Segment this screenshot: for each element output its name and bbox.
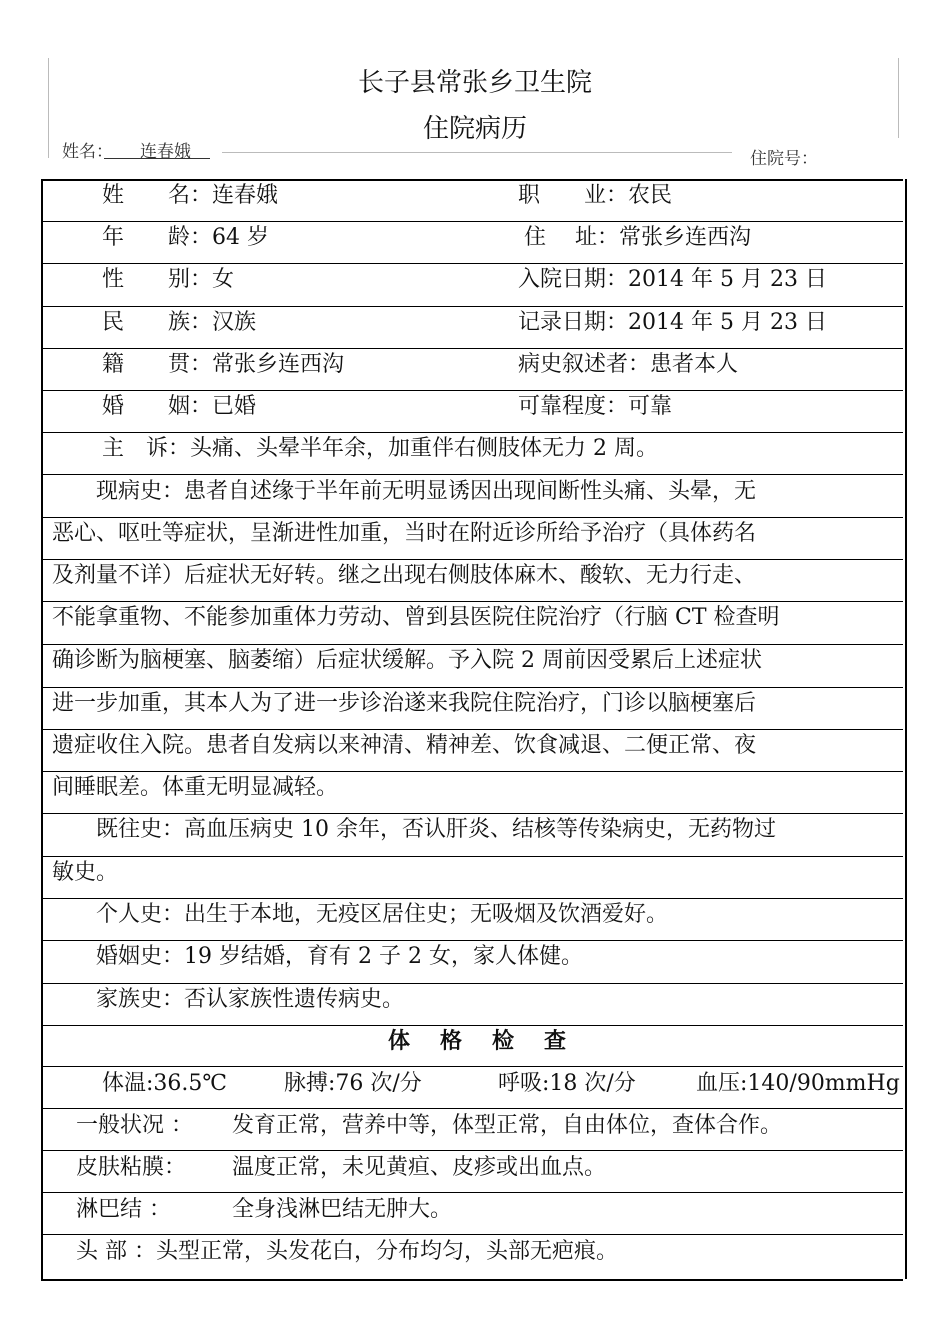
vital-pulse: 脉搏:76 次/分 xyxy=(284,1071,422,1096)
vital-temperature: 体温:36.5℃ xyxy=(102,1071,228,1096)
row-divider xyxy=(41,559,903,560)
field-native-place: 籍 贯：常张乡连西沟 xyxy=(102,352,345,377)
row-divider xyxy=(41,348,903,349)
field-address: 住 址：常张乡连西沟 xyxy=(524,225,751,250)
row-divider xyxy=(41,1108,903,1109)
sheet-bottom-border xyxy=(41,1279,903,1281)
row-divider xyxy=(41,687,903,688)
field-admit-date: 入院日期：2014 年 5 月 23 日 xyxy=(518,267,827,292)
row-divider xyxy=(41,1025,903,1026)
chief-complaint: 主 诉：头痛、头晕半年余，加重伴右侧肢体无力 2 周。 xyxy=(102,436,658,461)
row-divider xyxy=(41,898,903,899)
present-illness-line: 进一步加重，其本人为了进一步诊治遂来我院住院治疗，门诊以脑梗塞后 xyxy=(52,691,757,716)
name-value: 连春娥 xyxy=(140,142,191,162)
row-divider xyxy=(41,983,903,984)
row-divider xyxy=(41,813,903,814)
hospital-name: 长子县常张乡卫生院 xyxy=(357,68,592,98)
row-divider xyxy=(41,390,903,391)
document-title: 住院病历 xyxy=(422,114,527,144)
row-divider xyxy=(41,771,903,772)
present-illness-line: 遗症收住入院。患者自发病以来神清、精神差、饮食减退、二便正常、夜 xyxy=(52,733,757,758)
field-name: 姓 名：连春娥 xyxy=(102,183,279,208)
field-sex: 性 别：女 xyxy=(102,267,235,292)
personal-history: 个人史：出生于本地，无疫区居住史；无吸烟及饮酒爱好。 xyxy=(52,902,669,927)
present-illness-line: 确诊断为脑梗塞、脑萎缩）后症状缓解。予入院 2 周前因受累后上述症状 xyxy=(52,648,762,673)
name-underline xyxy=(104,158,210,159)
row-divider xyxy=(41,940,903,941)
lymph-node-value: 全身浅淋巴结无肿大。 xyxy=(232,1197,453,1222)
field-occupation: 职 业：农民 xyxy=(518,183,673,208)
row-divider xyxy=(41,1066,903,1067)
present-illness-line: 间睡眠差。体重无明显减轻。 xyxy=(52,775,339,800)
head-exam: 头 部 ：头型正常，头发花白，分布均匀，头部无疤痕。 xyxy=(76,1239,618,1264)
row-divider xyxy=(41,644,903,645)
row-divider xyxy=(41,601,903,602)
present-illness-line: 现病史：患者自述缘于半年前无明显诱因出现间断性头痛、头晕，无 xyxy=(52,479,757,504)
field-ethnicity: 民 族：汉族 xyxy=(102,310,257,335)
row-divider xyxy=(41,1234,903,1235)
vital-respiration: 呼吸:18 次/分 xyxy=(498,1071,636,1096)
field-age: 年 龄：64 岁 xyxy=(102,225,269,250)
present-illness-line: 恶心、呕吐等症状，呈渐进性加重，当时在附近诊所给予治疗（具体药名 xyxy=(52,521,757,546)
row-divider xyxy=(41,306,903,307)
family-history: 家族史：否认家族性遗传病史。 xyxy=(52,987,405,1012)
field-reliability: 可靠程度：可靠 xyxy=(518,394,673,419)
row-divider xyxy=(41,263,903,264)
field-narrator: 病史叙述者：患者本人 xyxy=(518,352,739,377)
general-condition-value: 发育正常，营养中等，体型正常，自由体位，查体合作。 xyxy=(232,1113,783,1138)
present-illness-line: 及剂量不详）后症状无好转。继之出现右侧肢体麻木、酸软、无力行走、 xyxy=(52,563,757,588)
row-divider xyxy=(41,221,903,222)
row-divider xyxy=(41,729,903,730)
row-divider xyxy=(41,474,903,475)
sheet-top-border xyxy=(41,179,903,181)
past-history-line: 既往史：高血压病史 10 余年，否认肝炎、结核等传染病史，无药物过 xyxy=(52,817,776,842)
admission-number-label: 住院号： xyxy=(750,149,818,169)
lymph-node-label: 淋巴结 ： xyxy=(76,1197,171,1222)
row-divider xyxy=(41,1192,903,1193)
name-label: 姓名： xyxy=(62,142,113,162)
row-divider xyxy=(41,856,903,857)
row-divider xyxy=(41,517,903,518)
past-history-line: 敏史。 xyxy=(52,860,119,885)
field-marriage: 婚 姻：已婚 xyxy=(102,394,257,419)
header-frame-mid xyxy=(222,152,732,153)
row-divider xyxy=(41,432,903,433)
physical-exam-heading: 体格检查 xyxy=(388,1029,597,1054)
field-record-date: 记录日期：2014 年 5 月 23 日 xyxy=(518,310,827,335)
skin-mucosa-value: 温度正常，未见黄疸、皮疹或出血点。 xyxy=(232,1155,607,1180)
marital-history: 婚姻史：19 岁结婚，育有 2 子 2 女，家人体健。 xyxy=(52,944,583,969)
present-illness-line: 不能拿重物、不能参加重体力劳动、曾到县医院住院治疗（行脑 CT 检查明 xyxy=(52,605,780,630)
vital-blood-pressure: 血压:140/90mmHg xyxy=(696,1071,900,1096)
header-frame-left xyxy=(48,58,49,158)
header-frame-right xyxy=(898,58,899,138)
general-condition-label: 一般状况 ： xyxy=(76,1113,193,1138)
row-divider xyxy=(41,1150,903,1151)
skin-mucosa-label: 皮肤粘膜： xyxy=(76,1155,187,1180)
